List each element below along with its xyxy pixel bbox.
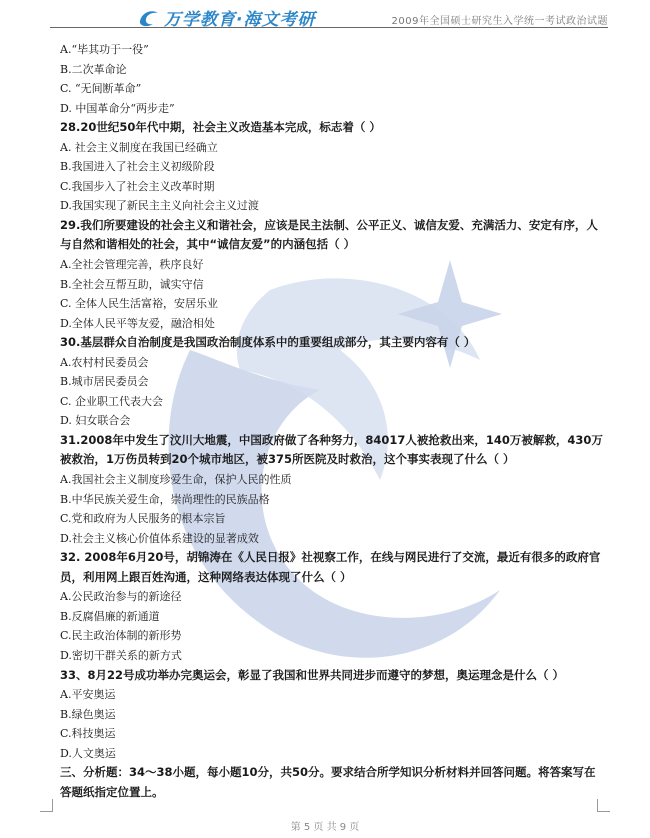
question-text: 33、8月22号成功举办完奥运会，彰显了我国和世界共同进步而遵守的梦想，奥运理念是什么（ ） [60,667,565,682]
answer-option: C. “无间断革命” [60,82,142,96]
answer-option: C. 全体人民生活富裕，安居乐业 [60,297,219,311]
brand-name: 万学教育·海文考研 [164,10,316,30]
answer-option: B.城市居民委员会 [60,375,149,389]
question-text: 28.20世纪50年代中期，社会主义改造基本完成，标志着（ ） [60,120,381,135]
answer-option: D.全体人民平等友爱，融洽相处 [60,316,215,330]
answer-option: C. 企业职工代表大会 [60,394,164,408]
corner-mark-left [40,799,53,812]
header-divider [50,27,608,28]
answer-option: B.全社会互帮互助，诚实守信 [60,277,204,291]
question-text: 三、分析题：34～38小题，每小题10分，共50分。要求结合所学知识分析材料并回答问题。将答案写在答题纸指定位置上。 [60,765,596,799]
answer-option: B.二次革命论 [60,62,127,76]
answer-option: A.农村村民委员会 [60,355,149,369]
answer-option: A.公民政治参与的新途径 [60,590,182,604]
answer-option: A.我国社会主义制度珍爱生命，保护人民的性质 [60,473,292,487]
answer-option: D.人文奥运 [60,746,116,760]
brand-swirl-icon [138,9,160,27]
corner-mark-right [597,799,610,812]
answer-option: B.反腐倡廉的新通道 [60,609,160,623]
answer-option: B.我国进入了社会主义初级阶段 [60,160,215,174]
answer-option: C.我国步入了社会主义改革时期 [60,179,215,193]
answer-option: D.密切干群关系的新方式 [60,648,182,662]
answer-option: A.全社会管理完善，秩序良好 [60,258,204,272]
answer-option: D. 妇女联合会 [60,414,131,428]
answer-option: D. 中国革命分“两步走” [60,101,175,115]
answer-option: C.民主政治体制的新形势 [60,629,182,643]
answer-option: D.我国实现了新民主主义向社会主义过渡 [60,199,259,213]
answer-option: C.党和政府为人民服务的根本宗旨 [60,512,226,526]
question-text: 32. 2008年6月20号，胡锦涛在《人民日报》社视察工作，在线与网民进行了交流，最近有很多的政府官员，利用网上跟百姓沟通，这种网络表达体现了什么（ ） [60,550,601,584]
answer-option: B.中华民族关爱生命，崇尚理性的民族品格 [60,492,270,506]
answer-option: A.平安奥运 [60,688,116,702]
question-text: 31.2008年中发生了汶川大地震，中国政府做了各种努力，84017人被抢救出来，140万被解救，430万被救治，1万伤员转到20个城市地区，被375所医院及时救治，这个事实表现了什么（ ） [60,432,603,467]
answer-option: C.科技奥运 [60,727,116,741]
document-body [60,40,605,802]
question-text: 29.我们所要建设的社会主义和谐社会，应该是民主法制、公平正义、诚信友爱、充满活力、安定有序，人与自然和谐相处的社会，其中“诚信友爱”的内涵包括（ ） [60,217,598,252]
answer-option: D.社会主义核心价值体系建设的显著成效 [60,531,259,545]
answer-option: B.绿色奥运 [60,707,116,721]
question-text: 30.基层群众自治制度是我国政治制度体系中的重要组成部分，其主要内容有（ ） [60,335,476,350]
answer-option: A.“毕其功于一役” [60,43,149,56]
exam-title: 2009年全国硕士研究生入学统一考试政治试题 [391,16,608,27]
answer-option: A. 社会主义制度在我国已经确立 [60,140,218,154]
page-number: 第 5 页 共 9 页 [290,822,360,833]
page-header [0,0,650,30]
